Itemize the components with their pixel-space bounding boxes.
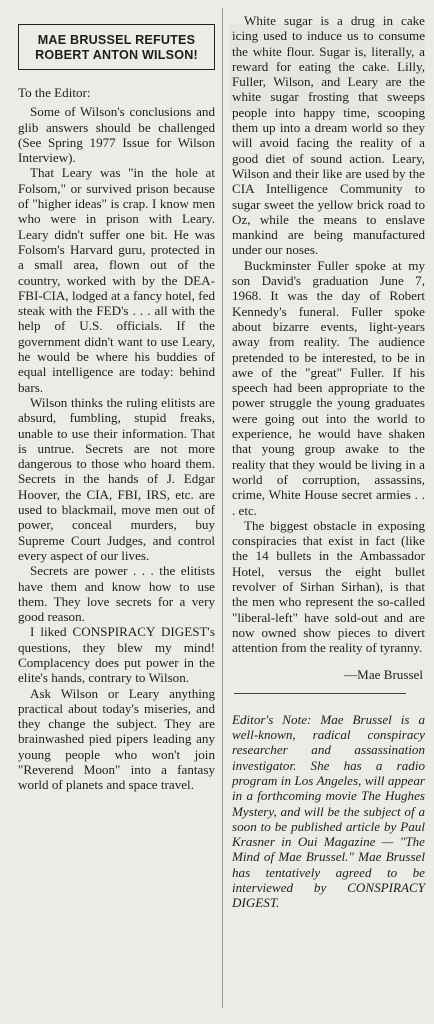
paragraph: White sugar is a drug in cake icing used to induce us to consume the white flour. Sugar is, literally, a reward for eating the cake. Lilly, Fuller, Wilson, and Leary are the white sugar frosting that sweeps people into happy time, scooping them up into a dream world so they will avoid facing the reality of a good diet of sound action. Leary, Wilson and their like are used by the CIA Intelligence Community to sugar sweet the yellow brick road to Oz, while the means to enslave mankind are being manufactured under our noses. <box>232 13 425 258</box>
paragraph: That Leary was "in the hole at Folsom," or survived prison because of "higher ideas" is crap. I know men who were in prison with Leary. Leary didn't suffer one bit. He was Folsom's Harvard guru, protected in a small area, flown out of the country, worked with by the DEA-FBI-CIA, lodged at a fancy hotel, fed steak with the FED's . . . all with the help of U.S. officials. If the government didn't want to use Leary, he would be where his buddies of equal intelligence are today: behind bars. <box>18 165 215 395</box>
paragraph: Some of Wilson's conclusions and glib answers should be challenged (See Spring 1977 Issue for Wilson Interview). <box>18 104 215 166</box>
divider-rule <box>234 693 406 694</box>
paragraph: Wilson thinks the ruling elitists are absurd, fumbling, stupid freaks, unable to use their information. That is untrue. Secrets are not more dangerous to those who hoard them. Secrets in the hands of J. Edgar Hoover, the CIA, FBI, IRS, etc. are used to blackmail, move men out of power, conceal murders, buy Supreme Court Judges, and control every aspect of our lives. <box>18 394 215 563</box>
paragraph: I liked CONSPIRACY DIGEST's questions, they blew my mind! Complacency does put power in the elite's hands, contrary to Wilson. <box>18 624 215 686</box>
editors-note: Editor's Note: Mae Brussel is a well-known, radical conspiracy researcher and assassination investigator. She has a radio program in Los Angeles, will appear in a forthcoming movie The Hughes Mystery, and will be the subject of a soon to be published article by Paul Krasner in Oui Magazine — "The Mind of Mae Brussel." Mae Brussel has tentatively agreed to be interviewed by CONSPIRACY DIGEST. <box>232 711 425 911</box>
paragraph: The biggest obstacle in exposing conspiracies that exist in fact (like the 14 bullets in the Ambassador Hotel, versus the eight bullet revolver of Sirhan Sirhan), is that the men who represent the so-called "liberal-left" have sold-out and are now owned show pieces to divert attention from the reality of tyranny. <box>232 517 425 656</box>
column-divider <box>222 8 223 1008</box>
right-column <box>232 0 425 911</box>
paragraph: Buckminster Fuller spoke at my son David's graduation June 7, 1968. It was the day of Robert Kennedy's funeral. Fuller spoke about bizarre events, light-years away from reality. The audience pretended to be interested, to be in awe of the "great" Fuller. If his speech had been appropriate to the power struggle the young graduates were going out into the world to experience, he would have shaken that young group awake to the reality that they would be living in a world of corruption, assassins, crime, White House secret armies . . . etc. <box>232 257 425 518</box>
paragraph: Secrets are power . . . the elitists have them and know how to use them. They love secrets for a very good reason. <box>18 563 215 625</box>
headline: MAE BRUSSEL REFUTES ROBERT ANTON WILSON! <box>35 33 198 62</box>
headline-box <box>18 24 215 70</box>
paragraph: Ask Wilson or Leary anything practical about today's miseries, and they change the subject. They are brainwashed pied pipers leading any young people who won't join "Reverend Moon" into a fantasy world of planets and space travel. <box>18 685 215 793</box>
left-column <box>18 0 215 793</box>
signature: —Mae Brussel <box>344 667 423 683</box>
salutation: To the Editor: <box>18 85 91 100</box>
